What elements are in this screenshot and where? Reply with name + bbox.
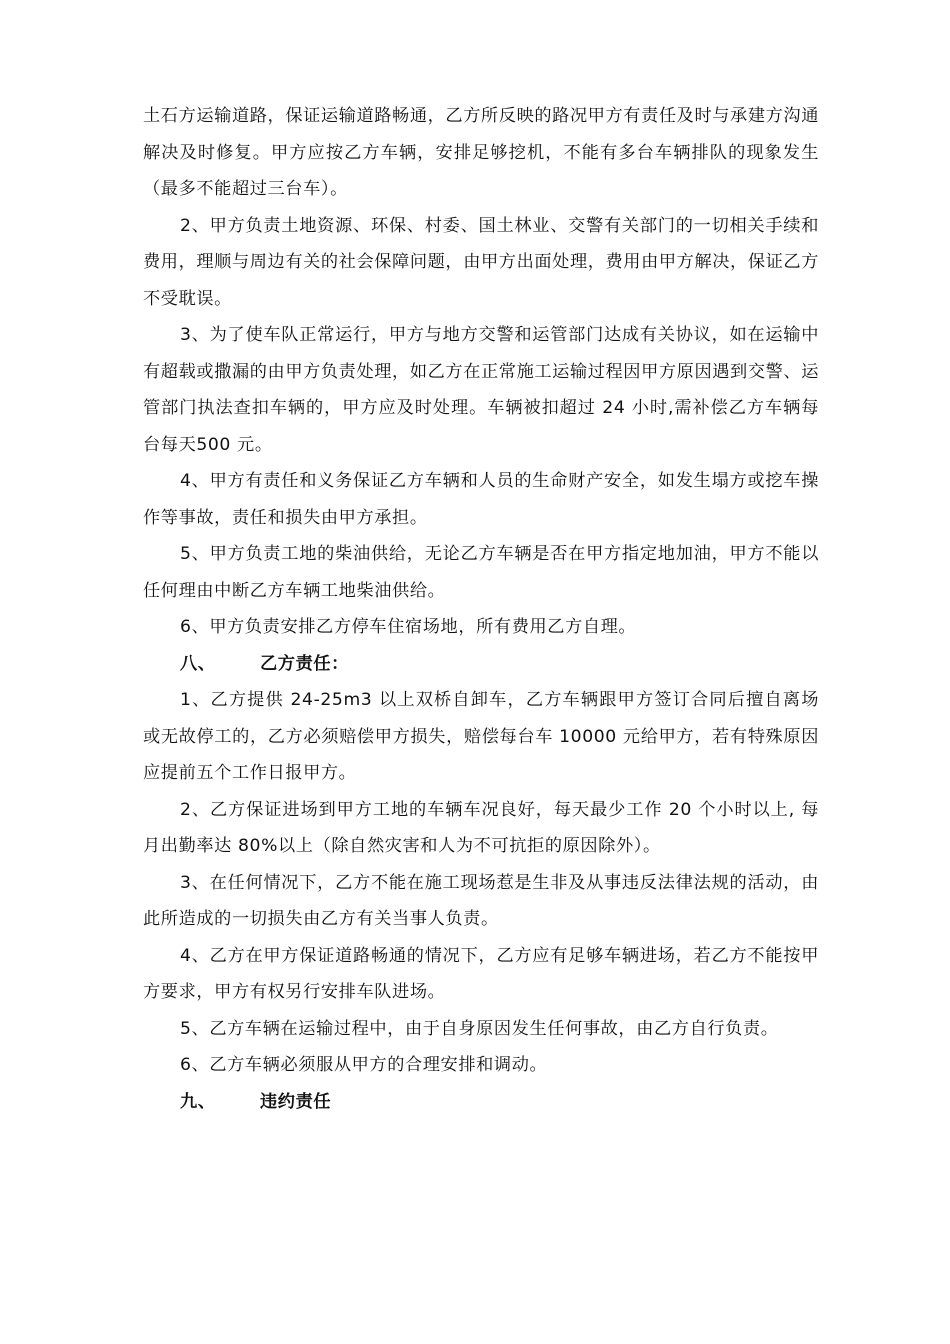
document-page <box>143 98 819 1120</box>
section-number: 八、 <box>180 653 216 674</box>
section-heading-8 <box>143 646 819 683</box>
paragraph-party-b-clause-1: 1、乙方提供 24-25m3 以上双桥自卸车，乙方车辆跟甲方签订合同后擅自离场或无故停工的，乙方必须赔偿甲方损失，赔偿每台车 10000 元给甲方，若有特殊原因应提前五个工作日报甲方。 <box>143 690 819 783</box>
paragraph-road-maintenance: 土石方运输道路，保证运输道路畅通，乙方所反映的路况甲方有责任及时与承建方沟通解决及时修复。甲方应按乙方车辆，安排足够挖机，不能有多台车辆排队的现象发生（最多不能超过三台车）。 <box>143 106 819 199</box>
section-title: 违约责任 <box>260 1091 332 1112</box>
paragraph-party-a-clause-3: 3、为了使车队正常运行，甲方与地方交警和运管部门达成有关协议，如在运输中有超载或撒漏的由甲方负责处理，如乙方在正常施工运输过程因甲方原因遇到交警、运管部门执法查扣车辆的，甲方应及时处理。车辆被扣超过 24 小时,需补偿乙方车辆每台每天500 元。 <box>143 325 819 455</box>
paragraph-party-b-clause-6: 6、乙方车辆必须服从甲方的合理安排和调动。 <box>180 1055 548 1075</box>
paragraph-party-a-clause-4: 4、甲方有责任和义务保证乙方车辆和人员的生命财产安全，如发生塌方或挖车操作等事故，责任和损失由甲方承担。 <box>143 471 819 528</box>
paragraph-party-a-clause-5: 5、甲方负责工地的柴油供给，无论乙方车辆是否在甲方指定地加油，甲方不能以任何理由中断乙方车辆工地柴油供给。 <box>143 544 819 601</box>
section-number: 九、 <box>180 1091 216 1112</box>
paragraph-party-b-clause-2: 2、乙方保证进场到甲方工地的车辆车况良好，每天最少工作 20 个小时以上, 每月出勤率达 80%以上（除自然灾害和人为不可抗拒的原因除外）。 <box>143 799 819 856</box>
section-heading-9 <box>143 1084 819 1121</box>
paragraph-party-b-clause-5: 5、乙方车辆在运输过程中，由于自身原因发生任何事故，由乙方自行负责。 <box>180 1018 779 1039</box>
section-title: 乙方责任： <box>260 653 349 674</box>
paragraph-party-b-clause-4: 4、乙方在甲方保证道路畅通的情况下，乙方应有足够车辆进场，若乙方不能按甲方要求，甲方有权另行安排车队进场。 <box>143 945 819 1002</box>
paragraph-party-b-clause-3: 3、在任何情况下，乙方不能在施工现场惹是生非及从事违反法律法规的活动，由此所造成的一切损失由乙方有关当事人负责。 <box>143 872 819 929</box>
paragraph-party-a-clause-2: 2、甲方负责土地资源、环保、村委、国土林业、交警有关部门的一切相关手续和费用，理顺与周边有关的社会保障问题，由甲方出面处理，费用由甲方解决，保证乙方不受耽误。 <box>143 215 819 309</box>
paragraph-party-a-clause-6: 6、甲方负责安排乙方停车住宿场地，所有费用乙方自理。 <box>180 617 637 637</box>
